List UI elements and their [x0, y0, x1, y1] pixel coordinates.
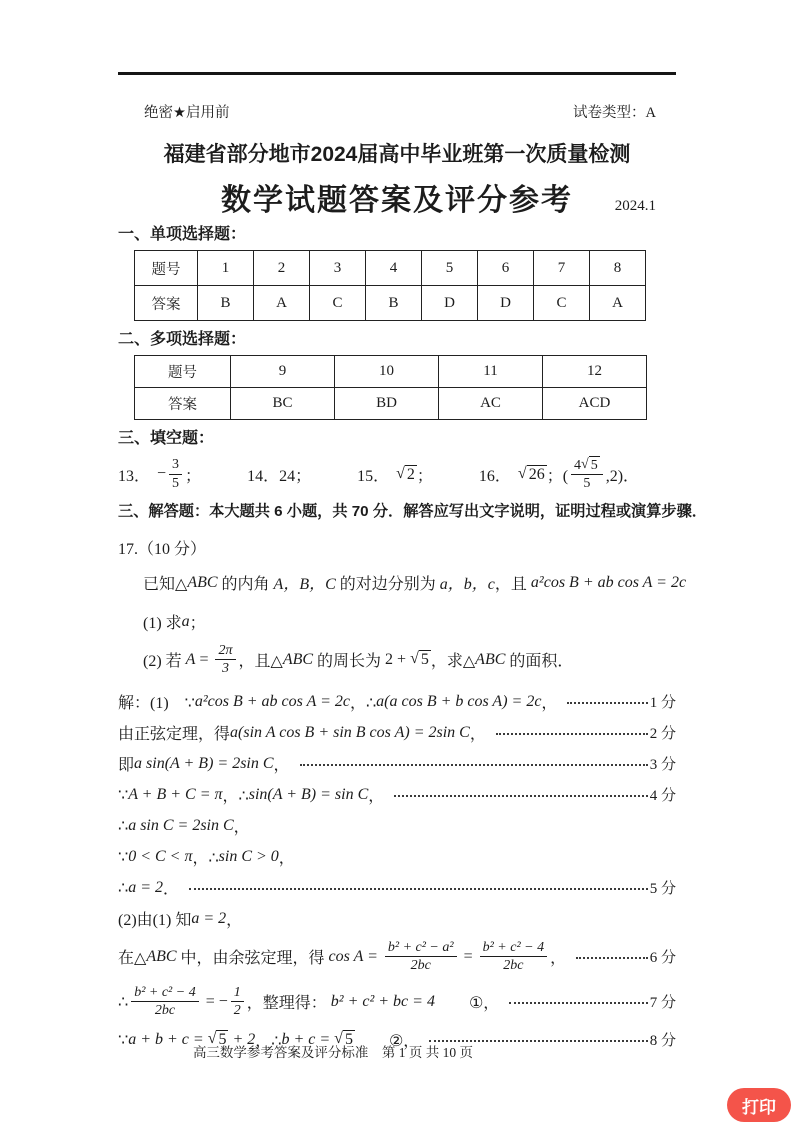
- question-number: 16．: [478, 467, 511, 485]
- radical-sign: √: [410, 650, 419, 667]
- table-cell: 4: [366, 251, 422, 286]
- separator: ；: [185, 467, 202, 485]
- table-cell: 题号: [135, 251, 198, 286]
- fraction-denominator: 2: [233, 1003, 241, 1018]
- paper-type-label: 试卷类型：A: [573, 105, 656, 121]
- solution-line-7: [118, 872, 676, 903]
- question-label: 17.（10 分）: [118, 541, 207, 558]
- table-cell: A: [254, 286, 310, 321]
- table-cell: 3: [310, 251, 366, 286]
- radical-sign: √: [396, 464, 405, 482]
- radical-sign: √: [334, 1030, 343, 1047]
- fraction-denominator: 2bc: [410, 958, 431, 973]
- square-root: [581, 456, 600, 475]
- table-cell: B: [198, 286, 254, 321]
- math-segment: a: [181, 612, 190, 630]
- answer-14: [247, 463, 311, 486]
- equals-sign: = −: [201, 992, 228, 1010]
- question-17-part2: [143, 637, 676, 682]
- text-segment: ；: [189, 615, 206, 632]
- dotted-leader: [394, 795, 647, 797]
- table-cell: 11: [439, 356, 543, 388]
- text-segment: ，整理得：: [246, 995, 331, 1012]
- fraction-denominator: 2bc: [154, 1003, 176, 1018]
- text-segment: ，∴: [222, 788, 249, 805]
- math-segment: 0 < C < π: [128, 847, 193, 865]
- table-cell: A: [590, 286, 646, 321]
- math-segment: + 2: [228, 1030, 256, 1048]
- table-cell: 8: [590, 251, 646, 286]
- table-row: [135, 286, 646, 321]
- solution-line-6: [118, 841, 676, 872]
- solution-line-2: [118, 717, 676, 748]
- section-heading-single-choice: 一、单项选择题：: [118, 226, 247, 243]
- text-segment: ，: [226, 912, 243, 929]
- question-17-number: [118, 532, 676, 563]
- solution-line-4: [118, 779, 676, 810]
- question-17-part1: [143, 606, 676, 637]
- separator: ,2)．: [605, 467, 640, 485]
- math-segment: a sin(A + B) = 2sin C: [134, 754, 274, 772]
- section-heading-solutions: 三、解答题：本大题共 6 小题，共 70 分．解答应写出文字说明，证明过程或演算步骤．: [118, 503, 707, 520]
- page-title: 数学试题答案及评分参考: [221, 184, 573, 217]
- math-segment: cos A =: [328, 947, 382, 965]
- print-button[interactable]: 打印: [727, 1088, 791, 1122]
- table-row: [135, 251, 646, 286]
- dotted-leader: [567, 702, 647, 704]
- document-header: [118, 101, 676, 122]
- text-segment: ∵: [118, 786, 129, 804]
- table-cell: AC: [439, 388, 543, 420]
- fraction-denominator: 5: [583, 476, 591, 491]
- table-cell: D: [422, 286, 478, 321]
- text-segment: (2)由(1) 知: [118, 912, 192, 929]
- text-segment: 已知△: [143, 576, 188, 593]
- math-segment: a + b + c =: [128, 1030, 208, 1048]
- radicand: 2: [406, 465, 415, 483]
- multi-choice-answer-table: [134, 355, 647, 420]
- solution-line-1: [118, 686, 676, 717]
- text-segment: ∵: [118, 848, 129, 866]
- score-label: 8 分: [649, 1033, 676, 1049]
- table-cell: 5: [422, 251, 478, 286]
- page-content: [0, 72, 794, 1055]
- fraction: [231, 984, 244, 1020]
- math-segment: ABC: [475, 650, 506, 668]
- text-segment: ，: [233, 819, 250, 836]
- minus-sign: −: [157, 465, 167, 482]
- coefficient: 4: [574, 457, 582, 473]
- math-segment: A，B，C: [273, 576, 336, 593]
- separator: ；(: [546, 467, 569, 485]
- answer-15: [357, 463, 433, 486]
- table-cell: BC: [231, 388, 335, 420]
- answer-value: 14．24；: [247, 467, 312, 485]
- text-segment: ，且: [494, 576, 531, 593]
- table-row: [135, 388, 647, 420]
- score-label: 4 分: [649, 788, 676, 804]
- single-choice-answer-table: [134, 250, 646, 321]
- circled-number-1: ①，: [468, 995, 500, 1012]
- table-cell: ACD: [543, 388, 647, 420]
- text-segment: 由正弦定理，得: [118, 726, 231, 743]
- square-root: [410, 650, 431, 669]
- math-segment: a(a cos B + b cos A) = 2c: [376, 692, 542, 710]
- text-segment: ，求△: [430, 653, 476, 670]
- math-segment: A + B + C = π: [128, 785, 223, 803]
- solution-line-5: [118, 810, 676, 841]
- table-cell: 9: [231, 356, 335, 388]
- solution-line-9: [118, 934, 676, 979]
- radicand: 5: [218, 1031, 227, 1048]
- solution-line-8: [118, 903, 676, 934]
- math-segment: ABC: [146, 947, 177, 965]
- page-footer: 高三数学参考答案及评分标准 第 1 页 共 10 页: [192, 1045, 474, 1060]
- math-segment: a = 2: [191, 909, 227, 927]
- text-segment: ，: [541, 695, 558, 712]
- fraction-numerator: 2π: [215, 642, 235, 661]
- radical-sign: √: [207, 1030, 217, 1047]
- text-segment: 中，由余弦定理，得: [176, 950, 329, 967]
- radicand: 5: [590, 457, 598, 473]
- math-segment: ABC: [282, 650, 314, 668]
- math-segment: 2 +: [385, 650, 411, 668]
- score-label: 7 分: [649, 995, 676, 1011]
- table-cell: C: [534, 286, 590, 321]
- section-heading-multi-choice: 二、多项选择题：: [118, 331, 247, 348]
- math-segment: a sin C = 2sin C: [128, 816, 234, 834]
- table-row: [135, 356, 647, 388]
- table-cell: 7: [534, 251, 590, 286]
- math-segment: a，b，c: [439, 576, 495, 593]
- solution-line-10: [118, 979, 676, 1024]
- text-segment: ，: [278, 850, 295, 867]
- math-segment: sin(A + B) = sin C: [248, 785, 369, 803]
- table-cell: BD: [335, 388, 439, 420]
- section-heading-fill-blank: 三、填空题：: [118, 430, 215, 447]
- fill-blank-answers: [118, 451, 676, 497]
- text-segment: ．: [162, 881, 179, 898]
- text-segment: ，∴: [349, 695, 377, 712]
- solution-line-3: [118, 748, 676, 779]
- score-label: 3 分: [649, 757, 676, 773]
- text-segment: ，: [368, 788, 385, 805]
- math-segment: a²cos B + ab cos A = 2c: [194, 692, 350, 710]
- radical-sign: √: [581, 456, 589, 472]
- fraction: [215, 642, 235, 678]
- radical-sign: √: [517, 464, 527, 482]
- exam-date: 2024.1: [614, 198, 656, 214]
- math-segment: A: [185, 650, 196, 668]
- fraction: [385, 939, 457, 975]
- dotted-leader: [496, 733, 648, 735]
- answer-13: [118, 456, 201, 492]
- question-number: 15．: [357, 467, 390, 485]
- math-segment: b + c =: [281, 1030, 335, 1048]
- math-segment: ABC: [187, 573, 218, 591]
- question-17-statement: [143, 567, 687, 598]
- radicand: 5: [344, 1031, 353, 1048]
- score-label: 5 分: [649, 881, 676, 897]
- text-segment: ，∴: [192, 850, 219, 867]
- table-cell: B: [366, 286, 422, 321]
- answer-16: [479, 456, 639, 493]
- table-cell: 10: [335, 356, 439, 388]
- radicand: 26: [528, 465, 545, 483]
- math-segment: a = 2: [128, 878, 163, 896]
- text-segment: 的面积．: [505, 653, 574, 670]
- square-root: [518, 465, 547, 484]
- math-segment: sin C > 0: [218, 847, 279, 865]
- text-segment: (2) 若: [143, 653, 186, 670]
- score-label: 1 分: [649, 695, 676, 711]
- fraction: [131, 984, 199, 1020]
- text-segment: ∴: [118, 879, 129, 897]
- radicand: 5: [420, 651, 429, 668]
- square-root: [396, 465, 417, 484]
- dotted-leader: [509, 1002, 647, 1004]
- circled-number-2: ②，: [388, 1033, 420, 1050]
- table-cell: 6: [478, 251, 534, 286]
- separator: ；: [416, 467, 433, 485]
- secrecy-label: 绝密★启用前: [144, 105, 230, 121]
- text-segment: 的内角: [217, 576, 274, 593]
- text-segment: ∴: [118, 817, 129, 835]
- text-segment: ，: [550, 950, 567, 967]
- fraction-numerator: 1: [231, 984, 244, 1003]
- text-segment: ∴: [118, 993, 129, 1011]
- table-cell: 1: [198, 251, 254, 286]
- fraction-denominator: 2bc: [503, 958, 524, 973]
- table-cell: 题号: [135, 356, 231, 388]
- fraction-denominator: 3: [221, 661, 229, 676]
- text-segment: ，∴: [255, 1033, 282, 1050]
- text-segment: 解：(1) ∵: [118, 695, 195, 712]
- table-cell: D: [478, 286, 534, 321]
- fraction-numerator: b² + c² − 4: [480, 939, 548, 958]
- text-segment: 的对边分别为: [335, 576, 440, 593]
- text-segment: 的周长为: [313, 653, 386, 670]
- top-divider: [118, 72, 676, 75]
- table-cell: C: [310, 286, 366, 321]
- dotted-leader: [576, 957, 648, 959]
- fraction: [571, 456, 603, 493]
- text-segment: ，: [469, 726, 486, 743]
- table-cell: 2: [254, 251, 310, 286]
- fraction-numerator: b² + c² − a²: [385, 939, 457, 958]
- dotted-leader: [189, 888, 648, 890]
- text-segment: ∵: [118, 1031, 129, 1049]
- score-label: 2 分: [649, 726, 676, 742]
- table-cell: 答案: [135, 286, 198, 321]
- text-segment: (1) 求: [143, 615, 182, 632]
- fraction-numerator: 3: [169, 456, 182, 475]
- table-cell: 答案: [135, 388, 231, 420]
- text-segment: ，且△: [238, 653, 283, 670]
- text-segment: 在△: [118, 950, 147, 967]
- equals-sign: =: [195, 650, 213, 668]
- fraction-numerator: [571, 456, 603, 476]
- exam-title: 福建省部分地市2024届高中毕业班第一次质量检测: [163, 143, 631, 166]
- fraction-numerator: b² + c² − 4: [131, 984, 199, 1003]
- math-segment: a²cos B + ab cos A = 2c: [530, 573, 687, 591]
- subtitle-row: [118, 175, 676, 217]
- fraction-denominator: 5: [172, 475, 180, 491]
- math-segment: a(sin A cos B + sin B cos A) = 2sin C: [230, 723, 470, 741]
- equals-sign: =: [459, 947, 477, 965]
- math-segment: b² + c² + bc = 4: [330, 992, 435, 1010]
- fraction: [169, 456, 182, 492]
- table-cell: 12: [543, 356, 647, 388]
- text-segment: 即: [118, 757, 135, 774]
- score-label: 6 分: [649, 950, 676, 966]
- question-number: 13．: [118, 467, 151, 485]
- dotted-leader: [300, 764, 648, 766]
- fraction: [480, 939, 548, 975]
- text-segment: ，: [273, 757, 290, 774]
